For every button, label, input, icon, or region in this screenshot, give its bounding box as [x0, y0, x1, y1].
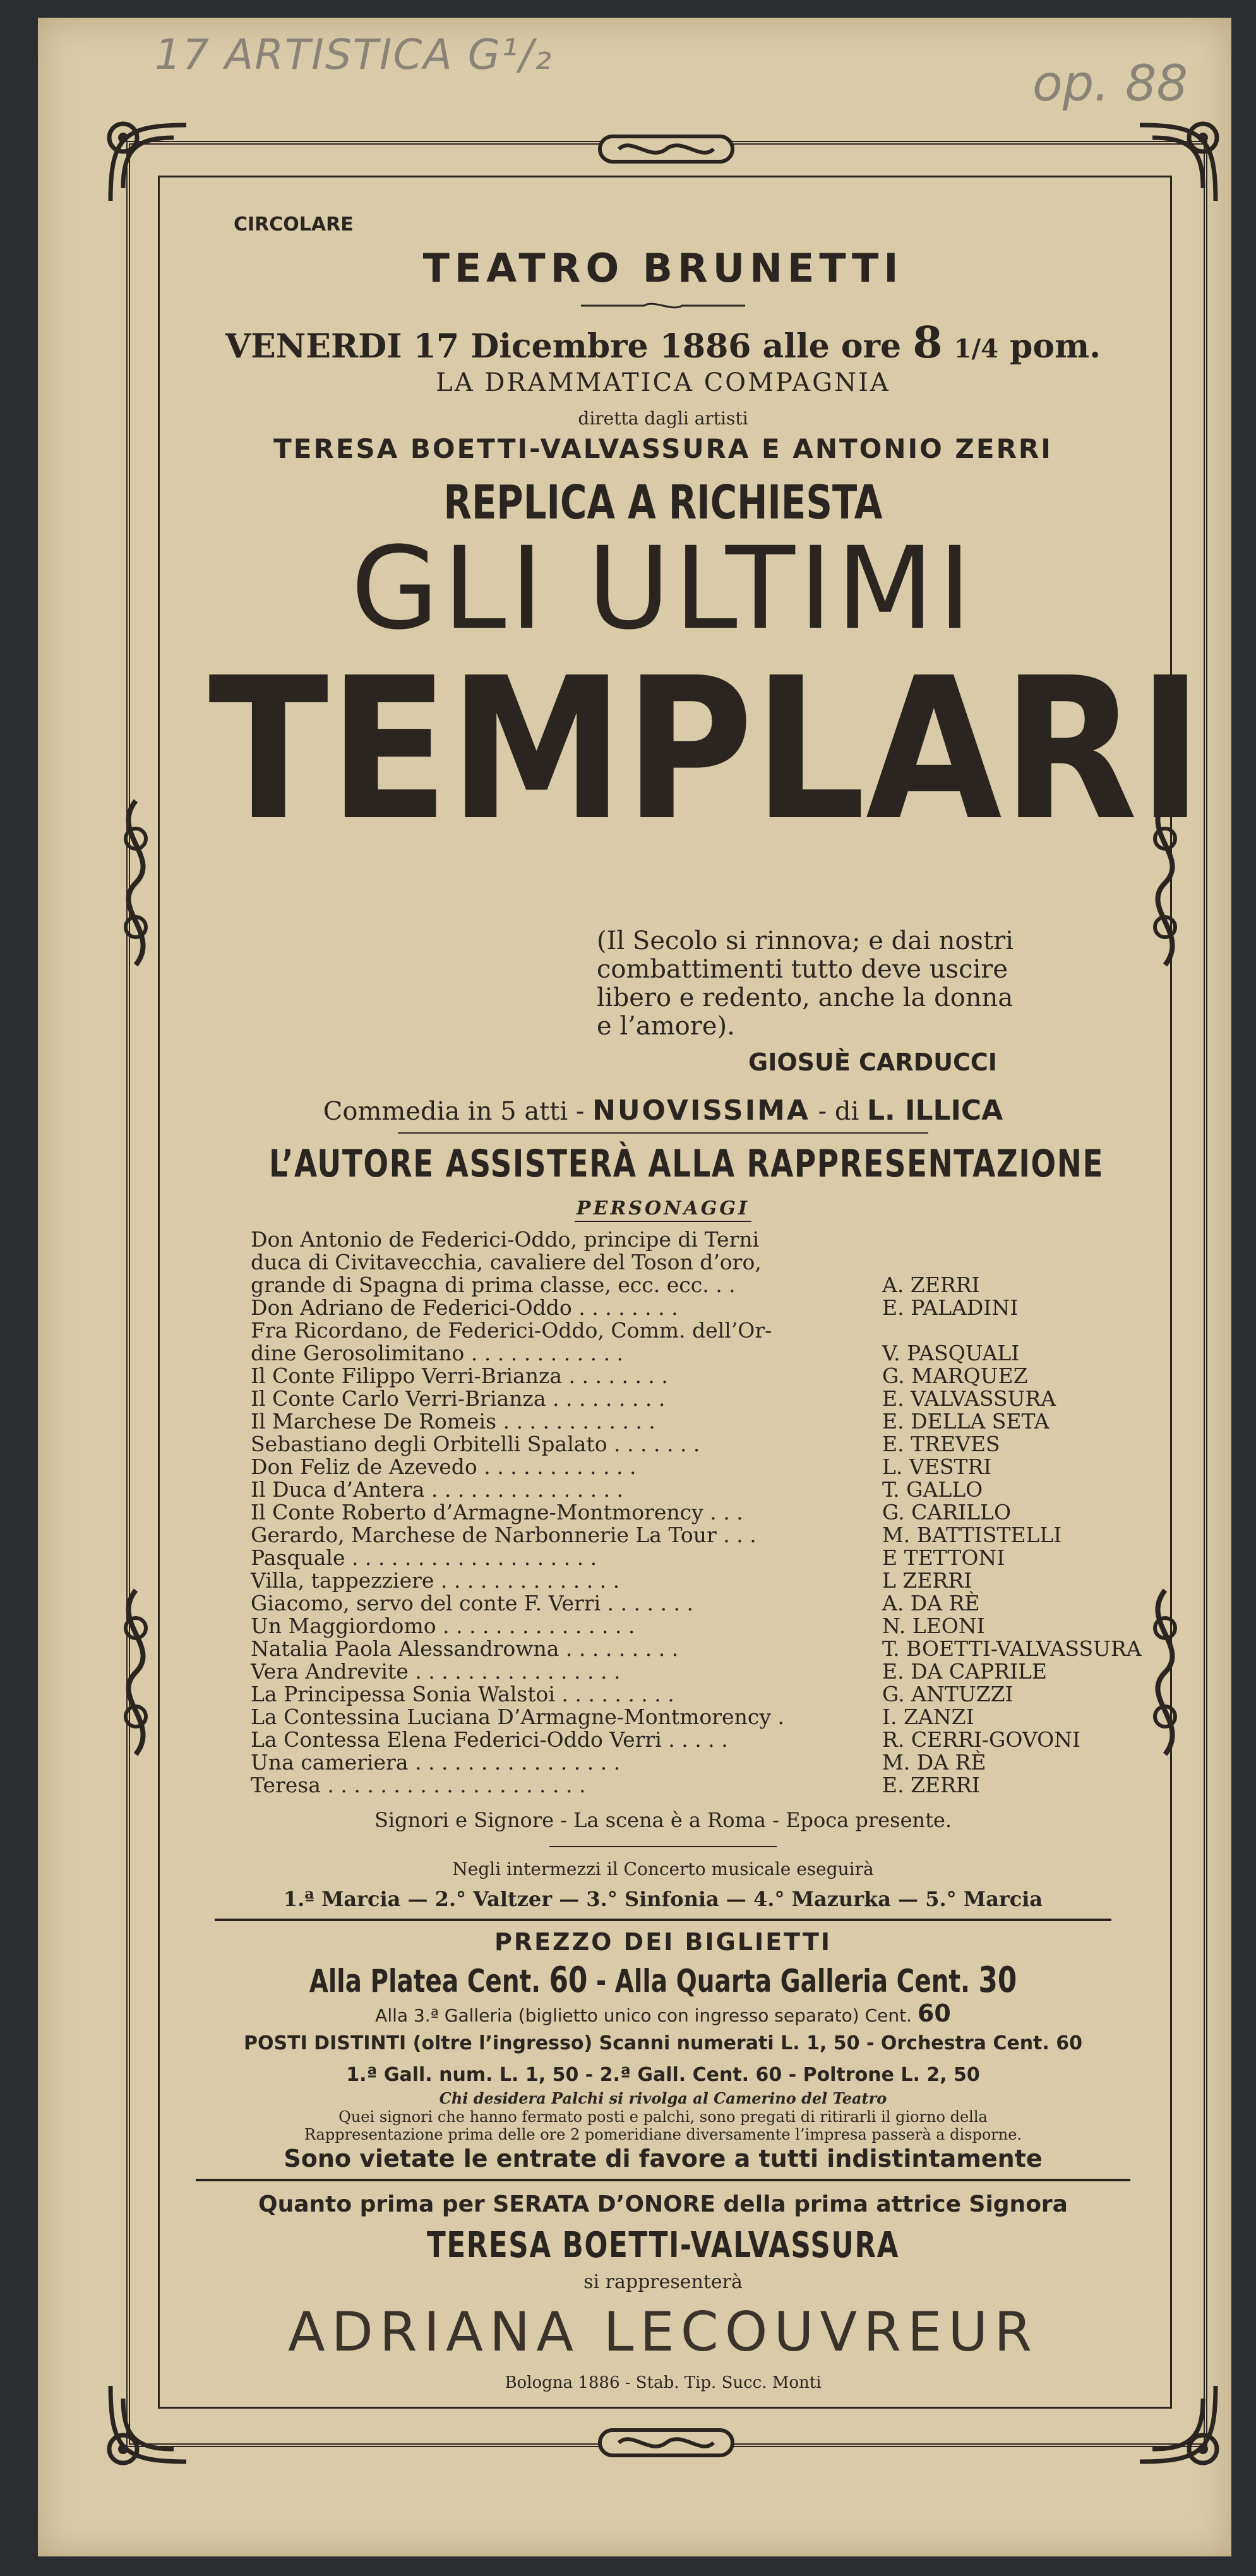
cast-role: Natalia Paola Alessandrowna . . . . . . . . .	[251, 1636, 679, 1661]
epigraph-line: combattimenti tutto deve uscire	[597, 955, 1008, 984]
cast-actor: A. ZERRI	[882, 1273, 980, 1297]
poster-sheet	[38, 18, 1231, 2556]
price-line-gallerie: 1.ª Gall. num. L. 1, 50 - 2.ª Gall. Cent. 60 - Poltrone L. 2, 50	[346, 2064, 980, 2086]
epigraph-line: e l’amore).	[597, 1012, 735, 1041]
corner-ornament-icon	[98, 112, 199, 213]
notice-line: Rappresentazione prima delle ore 2 pomeridiane diversamente l’impresa passerà a disporne.	[304, 2126, 1022, 2143]
printer-imprint: Bologna 1886 - Stab. Tip. Succ. Monti	[505, 2373, 822, 2392]
genre-mid: - di	[818, 1097, 859, 1126]
cast-actor: E TETTONI	[882, 1545, 1005, 1570]
directors-names: TERESA BOETTI-VALVASSURA E ANTONIO ZERRI	[273, 433, 1053, 464]
cast-role: Don Adriano de Federici-Oddo . . . . . . . .	[251, 1295, 678, 1320]
side-scroll-ornament-icon	[1137, 1584, 1193, 1761]
cast-role: Fra Ricordano, de Federici-Oddo, Comm. dell’Or-	[251, 1318, 772, 1343]
galleria-price: 30	[978, 1960, 1017, 2001]
cast-role: Il Duca d’Antera . . . . . . . . . . . . . . .	[251, 1477, 624, 1502]
cast-role: Vera Andrevite . . . . . . . . . . . . . . . .	[251, 1659, 621, 1684]
top-center-ornament-icon	[594, 130, 739, 168]
intermezzi-line: Negli intermezzi il Concerto musicale eseguirà	[452, 1859, 874, 1879]
time-suffix: pom.	[1010, 327, 1101, 366]
play-title-line2: TEMPLARI	[208, 636, 1204, 864]
cast-actor: I. ZANZI	[882, 1704, 974, 1729]
nuovissima-label: NUOVISSIMA	[592, 1094, 810, 1127]
hour-number: 8	[912, 318, 943, 368]
cast-role: La Principessa Sonia Walstoi . . . . . . . . .	[251, 1682, 674, 1706]
cast-role: Sebastiano degli Orbitelli Spalato . . . . . . .	[251, 1432, 700, 1456]
cast-role: Gerardo, Marchese de Narbonnerie La Tour . . .	[251, 1523, 757, 1547]
price-line-terza-galleria	[158, 1999, 1168, 2027]
cast-role: Giacomo, servo del conte F. Verri . . . . . . .	[251, 1591, 693, 1615]
cast-role: La Contessa Elena Federici-Oddo Verri . . . . .	[251, 1727, 728, 1752]
cast-role: grande di Spagna di prima classe, ecc. ecc. . .	[251, 1273, 736, 1297]
author-name: L. ILLICA	[867, 1094, 1003, 1127]
performance-date	[158, 318, 1168, 368]
cast-role: Il Conte Roberto d’Armagne-Montmorency . . .	[251, 1500, 743, 1525]
divider-line	[398, 1132, 928, 1134]
platea-price: 60	[549, 1960, 588, 2001]
cast-role: Il Conte Carlo Verri-Brianza . . . . . . . . .	[251, 1386, 666, 1411]
cast-actor: T. BOETTI-VALVASSURA	[882, 1636, 1142, 1661]
palchi-note: Chi desidera Palchi si rivolga al Camerino del Teatro	[439, 2089, 887, 2107]
price-line-platea	[269, 1960, 1057, 2001]
cast-actor: G. MARQUEZ	[882, 1363, 1028, 1388]
author-present-notice: L’AUTORE ASSISTERÀ ALLA RAPPRESENTAZIONE	[269, 1142, 1104, 1186]
corner-ornament-icon	[1127, 112, 1228, 213]
replica-notice: REPLICA A RICHIESTA	[443, 476, 883, 530]
divider-line	[549, 1846, 777, 1847]
cast-role: duca di Civitavecchia, cavaliere del Toson d’oro,	[251, 1250, 762, 1274]
cast-actor: E. DELLA SETA	[882, 1409, 1050, 1434]
galleria-label: - Alla Quarta Galleria Cent.	[596, 1963, 970, 1999]
cast-actor: E. TREVES	[882, 1432, 1000, 1456]
next-play-title: ADRIANA LECOUVREUR	[287, 2301, 1039, 2364]
epigraph-line: (Il Secolo si rinnova; e dai nostri	[597, 926, 1014, 956]
music-program: 1.ª Marcia — 2.° Valtzer — 3.° Sinfonia — 4.° Mazurka — 5.° Marcia	[283, 1887, 1043, 1911]
epigraph-line: libero e redento, anche la donna	[597, 983, 1014, 1012]
cast-role: Don Antonio de Federici-Oddo, principe di Terni	[251, 1227, 760, 1252]
cast-actor: E. PALADINI	[882, 1295, 1019, 1320]
terza-galleria-label: Alla 3.ª Galleria (biglietto unico con ingresso separato) Cent.	[375, 2005, 912, 2026]
no-free-entry-notice: Sono vietate le entrate di favore a tutti indistintamente	[284, 2145, 1043, 2172]
side-scroll-ornament-icon	[107, 794, 164, 971]
divider-line	[196, 2179, 1130, 2181]
serata-actress: TERESA BOETTI-VALVASSURA	[426, 2225, 900, 2266]
setting-line: Signori e Signore - La scena è a Roma - Epoca presente.	[374, 1808, 952, 1832]
epigraph	[597, 927, 1014, 1041]
cast-actor: L ZERRI	[882, 1568, 972, 1593]
cast-role: Villa, tappezziere . . . . . . . . . . . . . .	[251, 1568, 620, 1593]
cast-role: Una cameriera . . . . . . . . . . . . . . . .	[251, 1750, 621, 1775]
date-text: VENERDI 17 Dicembre 1886 alle ore	[225, 327, 902, 366]
handwritten-opus-note: op. 88	[1032, 56, 1188, 112]
cast-actor: A. DA RÈ	[882, 1591, 980, 1615]
cast-role: Teresa . . . . . . . . . . . . . . . . . . . .	[251, 1773, 586, 1797]
cast-actor: T. GALLO	[882, 1477, 983, 1502]
handwritten-catalog-note: 17 ARTISTICA G¹/₂	[155, 30, 553, 79]
notice-line: Quei signori che hanno fermato posti e palchi, sono pregati di ritirarli il giorno della	[338, 2108, 988, 2126]
circolare-label: CIRCOLARE	[234, 213, 354, 236]
epigraph-author: GIOSUÈ CARDUCCI	[748, 1048, 997, 1076]
cast-actor: G. CARILLO	[882, 1500, 1012, 1525]
cast-actor: M. BATTISTELLI	[882, 1523, 1062, 1547]
cast-role: La Contessina Luciana D’Armagne-Montmorency .	[251, 1704, 784, 1729]
company-name: LA DRAMMATICA COMPAGNIA	[436, 368, 890, 397]
terza-galleria-price: 60	[917, 1999, 951, 2027]
prices-heading: PREZZO DEI BIGLIETTI	[494, 1928, 832, 1956]
price-line-posti-distinti: POSTI DISTINTI (oltre l’ingresso) Scanni numerati L. 1, 50 - Orchestra Cent. 60	[244, 2032, 1082, 2054]
cast-actor: V. PASQUALI	[882, 1341, 1020, 1365]
cast-role: Un Maggiordomo . . . . . . . . . . . . . . .	[251, 1614, 635, 1638]
divider-line	[575, 1221, 751, 1222]
platea-label: Alla Platea Cent.	[309, 1963, 541, 1999]
cast-actor: E. VALVASSURA	[882, 1386, 1056, 1411]
cast-actor: E. ZERRI	[882, 1773, 980, 1797]
theatre-name: TEATRO BRUNETTI	[422, 245, 904, 291]
cast-role: Il Conte Filippo Verri-Brianza . . . . . . . .	[251, 1363, 668, 1388]
cast-role: Don Feliz de Azevedo . . . . . . . . . . . .	[251, 1454, 637, 1479]
genre-prefix: Commedia in 5 atti -	[323, 1097, 585, 1126]
divider-flourish-icon	[581, 299, 745, 312]
cast-role: Pasquale . . . . . . . . . . . . . . . . . . .	[251, 1545, 597, 1570]
serata-will-perform: si rappresenterà	[583, 2271, 743, 2293]
cast-actor: E. DA CAPRILE	[882, 1659, 1048, 1684]
side-scroll-ornament-icon	[107, 1584, 164, 1761]
directed-by-label: diretta dagli artisti	[578, 408, 748, 429]
genre-line	[158, 1094, 1168, 1127]
play-title-line1: GLI ULTIMI	[350, 523, 976, 655]
bottom-center-ornament-icon	[594, 2424, 739, 2462]
cast-role: dine Gerosolimitano . . . . . . . . . . . .	[251, 1341, 624, 1365]
cast-actor: R. CERRI-GOVONI	[882, 1727, 1081, 1752]
divider-line	[215, 1919, 1111, 1921]
cast-role: Il Marchese De Romeis . . . . . . . . . . . .	[251, 1409, 655, 1434]
cast-actor: M. DA RÈ	[882, 1750, 986, 1775]
serata-announcement: Quanto prima per SERATA D’ONORE della prima attrice Signora	[258, 2191, 1068, 2217]
personaggi-heading: PERSONAGGI	[576, 1197, 750, 1219]
cast-actor: L. VESTRI	[882, 1454, 992, 1479]
cast-actor: G. ANTUZZI	[882, 1682, 1014, 1706]
cast-actor: N. LEONI	[882, 1614, 985, 1638]
hour-fraction: 1/4	[954, 334, 998, 364]
